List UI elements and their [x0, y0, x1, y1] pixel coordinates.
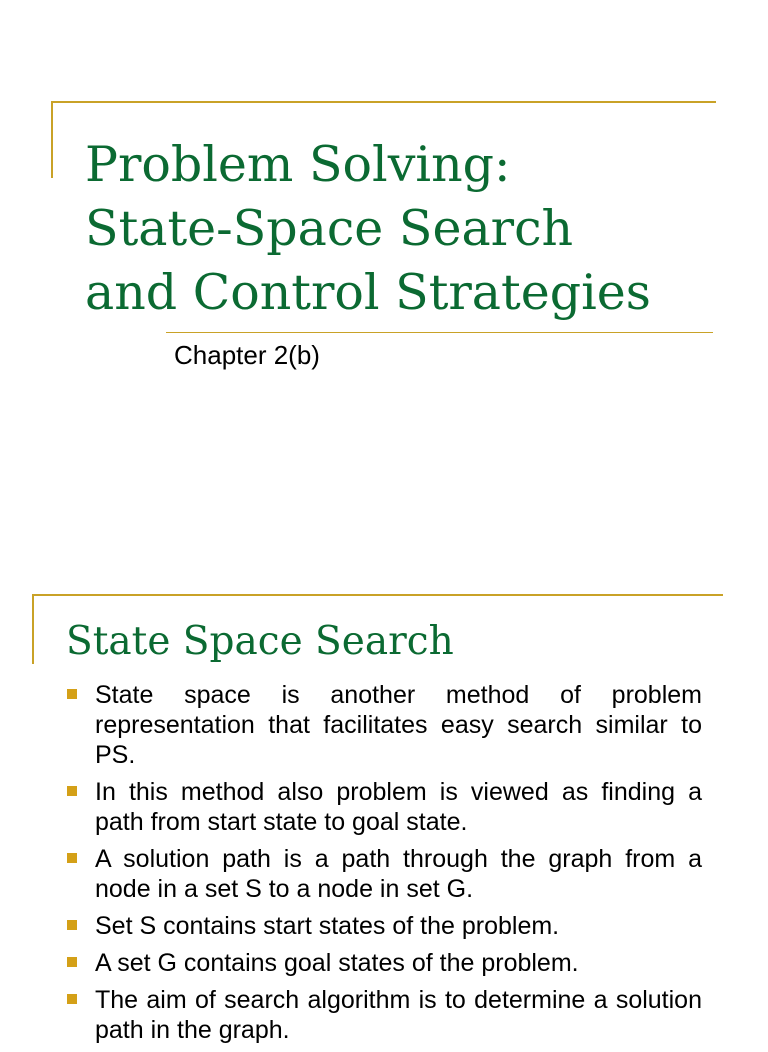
bullet-text: In this method also problem is viewed as finding a path from start state to goal state. — [95, 778, 702, 836]
slide-title-heading — [85, 133, 651, 325]
slide-heading: State Space Search — [66, 619, 454, 664]
top-rule — [51, 101, 716, 103]
list-item — [66, 948, 702, 978]
list-item — [66, 777, 702, 837]
left-rule — [51, 101, 53, 178]
square-bullet-icon — [67, 853, 77, 863]
title-line: Problem Solving: — [85, 136, 511, 193]
list-item — [66, 844, 702, 904]
slide-title — [0, 0, 768, 500]
title-underline-rule — [166, 332, 713, 333]
list-item — [66, 911, 702, 941]
bullet-text: A solution path is a path through the graph from a node in a set S to a node in set G. — [95, 845, 702, 903]
left-rule — [32, 594, 34, 664]
bullet-text: A set G contains goal states of the problem. — [95, 949, 579, 977]
bullet-text: Set S contains start states of the problem. — [95, 912, 560, 940]
square-bullet-icon — [67, 994, 77, 1004]
square-bullet-icon — [67, 786, 77, 796]
bullet-list — [66, 680, 702, 1052]
title-line: State-Space Search — [85, 200, 574, 257]
title-line: and Control Strategies — [85, 264, 651, 321]
bullet-text: The aim of search algorithm is to determine a solution path in the graph. — [95, 986, 702, 1044]
bullet-text: State space is another method of problem representation that facilitates easy search similar to PS. — [95, 681, 702, 769]
square-bullet-icon — [67, 957, 77, 967]
list-item — [66, 985, 702, 1045]
slide-content — [0, 540, 768, 1044]
square-bullet-icon — [67, 920, 77, 930]
square-bullet-icon — [67, 689, 77, 699]
slide-subtitle: Chapter 2(b) — [174, 340, 320, 370]
list-item — [66, 680, 702, 770]
top-rule — [32, 594, 723, 596]
